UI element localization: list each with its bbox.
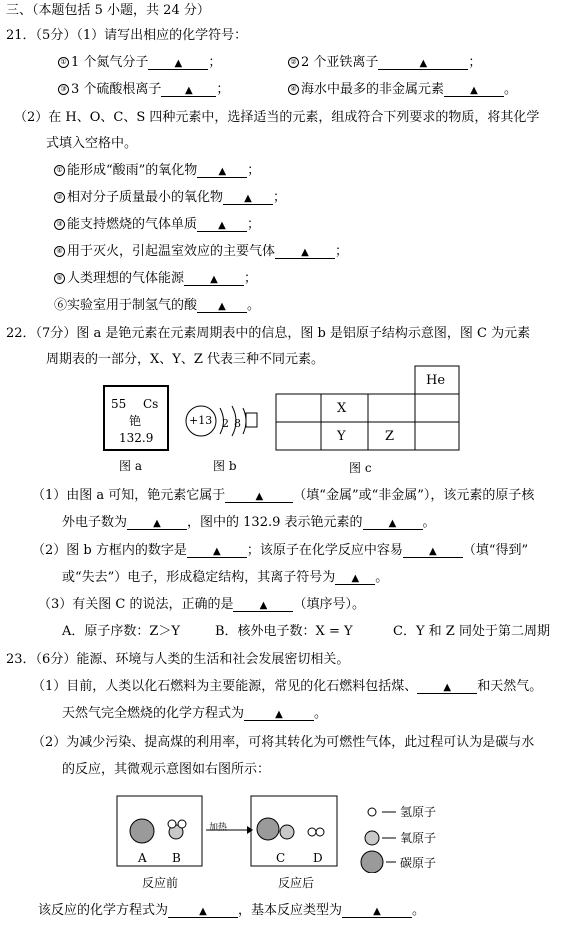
option-a[interactable]: A．原子序数：Z＞Y	[62, 624, 181, 639]
answer-blank[interactable]: ▲	[225, 489, 293, 503]
number-badge: ②	[54, 192, 65, 203]
answer-blank[interactable]: ▲	[161, 83, 216, 97]
q21-part2-item-2: ② 相对分子质量最小的氧化物 ▲ ；	[54, 190, 286, 206]
answer-blank[interactable]: ▲	[187, 544, 247, 558]
number-badge: ⑤	[54, 273, 65, 284]
q23-sub2-cont: 的反应，其微观示意图如右图所示：	[62, 762, 271, 777]
answer-blank[interactable]: ▲	[148, 56, 208, 70]
q23-sub1-cont: 天然气完全燃烧的化学方程式为 ▲ 。	[62, 706, 328, 721]
legend-hydrogen: 氢原子	[400, 805, 437, 819]
answer-blank[interactable]: ▲	[168, 904, 238, 918]
answer-blank[interactable]: ▲	[335, 571, 375, 585]
atomic-mass: 132.9	[119, 431, 154, 445]
answer-blank[interactable]: ▲	[223, 191, 273, 205]
option-c[interactable]: C．Y 和 Z 同处于第二周期	[393, 624, 550, 639]
q23-heading: 23．（6分）能源、环境与人类的生活和社会发展密切相关。	[6, 652, 350, 667]
shell-2-count: 8	[234, 417, 241, 430]
answer-blank[interactable]: ▲	[378, 56, 468, 70]
q21-part2-item-1: ① 能形成“酸雨”的氧化物 ▲ ；	[54, 163, 260, 179]
answer-blank[interactable]: ▲	[197, 299, 247, 313]
legend-carbon: 碳原子	[400, 856, 437, 870]
element-symbol: Cs	[143, 397, 159, 411]
q21-item-1: ① 1 个氮气分子 ▲ ；	[58, 55, 221, 71]
shell-1-count: 2	[222, 417, 229, 430]
answer-blank[interactable]: ▲	[127, 516, 187, 530]
q23-sub2: （2）为减少污染、提高煤的利用率，可将其转化为可燃性气体，此过程可认为是碳与水	[32, 735, 535, 750]
q21-item-3: ③ 3 个硫酸根离子 ▲ ；	[58, 82, 229, 98]
answer-blank[interactable]: ▲	[197, 164, 247, 178]
answer-blank[interactable]: ▲	[342, 904, 412, 918]
q21-part2-item-3: ③ 能支持燃烧的气体单质 ▲ ；	[54, 217, 260, 233]
q21-item-2: ② 2 个亚铁离子 ▲ ；	[288, 55, 481, 71]
q22-sub1: （1）由图 a 可知，铯元素它属于 ▲ （填“金属”或“非金属”），该元素的原子核	[32, 488, 535, 503]
answer-blank[interactable]: ▲	[275, 245, 335, 259]
option-b[interactable]: B．核外电子数：X = Y	[215, 624, 353, 639]
fig-c-label: 图 c	[349, 461, 372, 475]
answer-blank[interactable]: ▲	[363, 516, 423, 530]
number-badge: ④	[54, 246, 65, 257]
fig-a-element-card	[103, 385, 169, 451]
q23-final: 该反应的化学方程式为 ▲ ，基本反应类型为 ▲ 。	[38, 903, 426, 918]
answer-blank[interactable]: ▲	[197, 218, 247, 232]
cell-he: He	[426, 373, 446, 388]
molecule-d-label: D	[313, 851, 323, 865]
answer-blank[interactable]: ▲	[444, 83, 504, 97]
element-name: 铯	[129, 414, 142, 428]
molecule-a-label: A	[138, 851, 147, 865]
q22-sub3: （3）有关图 C 的说法，正确的是 ▲ （填序号）。	[38, 597, 365, 612]
atomic-number: 55	[111, 397, 127, 411]
heat-label: 加热	[209, 823, 228, 833]
q21-item-4: ④ 海水中最多的非金属元素 ▲ 。	[288, 82, 517, 98]
legend-oxygen: 氧原子	[400, 831, 437, 845]
number-badge: ③	[58, 84, 69, 95]
q23-sub1: （1）目前，人类以化石燃料为主要能源，常见的化石燃料包括煤、 ▲ 和天然气。	[32, 679, 543, 694]
molecule-b-label: B	[172, 851, 181, 865]
after-label: 反应后	[278, 876, 315, 890]
answer-blank[interactable]: ▲	[417, 680, 477, 694]
fig-a-label: 图 a	[119, 459, 142, 473]
q22-sub2-cont: 或“失去”）电子，形成稳定结构，其离子符号为 ▲ 。	[62, 570, 389, 585]
answer-blank[interactable]: ▲	[184, 272, 244, 286]
answer-blank[interactable]: ▲	[244, 707, 314, 721]
number-badge: ②	[288, 57, 299, 68]
q21-part2-item-6: ⑥实验室用于制氢气的酸 ▲ 。	[54, 298, 261, 313]
section-title: 三、（本题包括 5 小题，共 24 分）	[6, 3, 210, 18]
q21-part2-heading-cont: 式填入空格中。	[46, 136, 138, 151]
molecule-c-label: C	[276, 851, 286, 865]
number-badge: ①	[58, 57, 69, 68]
answer-blank[interactable]: ▲	[233, 598, 293, 612]
number-badge: ④	[288, 84, 299, 95]
number-badge: ①	[54, 165, 65, 176]
nucleus-charge: +13	[189, 414, 213, 427]
number-badge: ③	[54, 219, 65, 230]
cell-y: Y	[337, 429, 346, 444]
cell-z: Z	[385, 429, 395, 444]
q22-heading-cont: 周期表的一部分，X、Y、Z 代表三种不同元素。	[46, 352, 325, 367]
fig-b-label: 图 b	[213, 459, 237, 473]
q22-sub2: （2）图 b 方框内的数字是 ▲ ；该原子在化学反应中容易 ▲ （填“得到”	[32, 543, 529, 558]
answer-blank[interactable]: ▲	[403, 544, 463, 558]
q22-heading: 22．（7分）图 a 是铯元素在元素周期表中的信息，图 b 是铝原子结构示意图，图 C 为元素	[6, 326, 531, 341]
q21-part2-item-5: ⑤ 人类理想的气体能源 ▲ ；	[54, 271, 257, 287]
q21-heading: 21．（5分）（1）请写出相应的化学符号：	[6, 28, 248, 43]
q22-sub1-cont: 外电子数为 ▲ ，图中的 132.9 表示铯元素的 ▲ 。	[62, 515, 436, 530]
cell-x: X	[337, 401, 347, 416]
before-label: 反应前	[142, 876, 179, 890]
q21-part2-item-4: ④ 用于灭火，引起温室效应的主要气体 ▲ ；	[54, 244, 348, 260]
q21-part2-heading: （2）在 H、O、C、S 四种元素中，选择适当的元素，组成符合下列要求的物质，将其化学	[14, 110, 540, 125]
